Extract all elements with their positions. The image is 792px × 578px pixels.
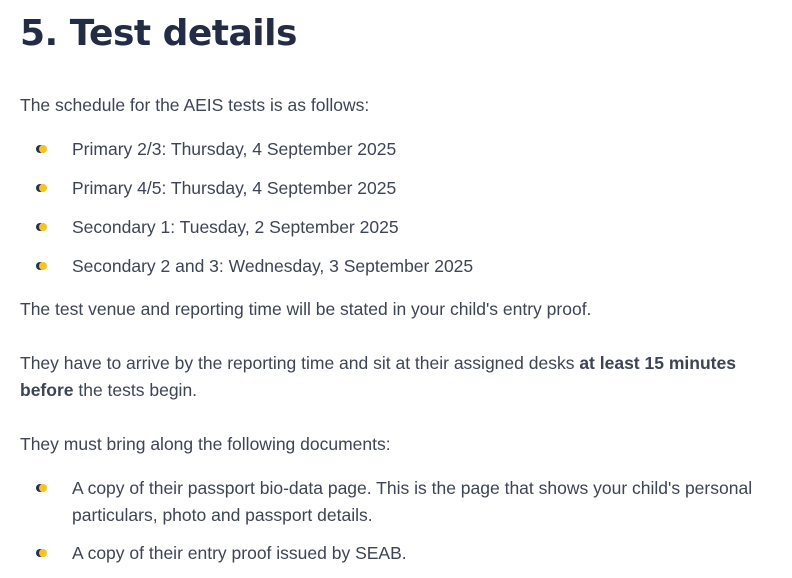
arrival-text-end: the tests begin. xyxy=(73,380,198,400)
schedule-item-text: Secondary 2 and 3: Wednesday, 3 September 2025 xyxy=(72,256,474,276)
schedule-item-text: Primary 2/3: Thursday, 4 September 2025 xyxy=(72,139,397,159)
bullet-icon xyxy=(36,549,48,557)
list-item xyxy=(72,136,772,163)
list-item xyxy=(72,253,772,280)
schedule-intro: The schedule for the AEIS tests is as follows: xyxy=(20,95,370,115)
list-item xyxy=(72,214,772,241)
section-heading: 5. Test details xyxy=(20,13,297,54)
bullet-icon xyxy=(36,262,48,270)
schedule-item-text: Primary 4/5: Thursday, 4 September 2025 xyxy=(72,178,397,198)
list-item xyxy=(72,175,772,202)
list-item xyxy=(72,540,772,567)
arrival-text-start: They have to arrive by the reporting time and sit at their assigned desks xyxy=(20,353,580,373)
bullet-icon xyxy=(36,184,48,192)
venue-paragraph: The test venue and reporting time will be stated in your child's entry proof. xyxy=(20,299,592,319)
schedule-item-text: Secondary 1: Tuesday, 2 September 2025 xyxy=(72,217,399,237)
arrival-emphasis: at least 15 minutes before xyxy=(20,353,736,400)
document-item-text: A copy of their passport bio-data page. This is the page that shows your child's personal particulars, photo and passport details. xyxy=(72,478,753,525)
list-item xyxy=(72,475,772,529)
documents-intro: They must bring along the following documents: xyxy=(20,434,391,454)
arrival-paragraph xyxy=(20,350,780,404)
bullet-icon xyxy=(36,223,48,231)
document-item-text: A copy of their entry proof issued by SEAB. xyxy=(72,543,407,563)
bullet-icon xyxy=(36,145,48,153)
bullet-icon xyxy=(36,484,48,492)
